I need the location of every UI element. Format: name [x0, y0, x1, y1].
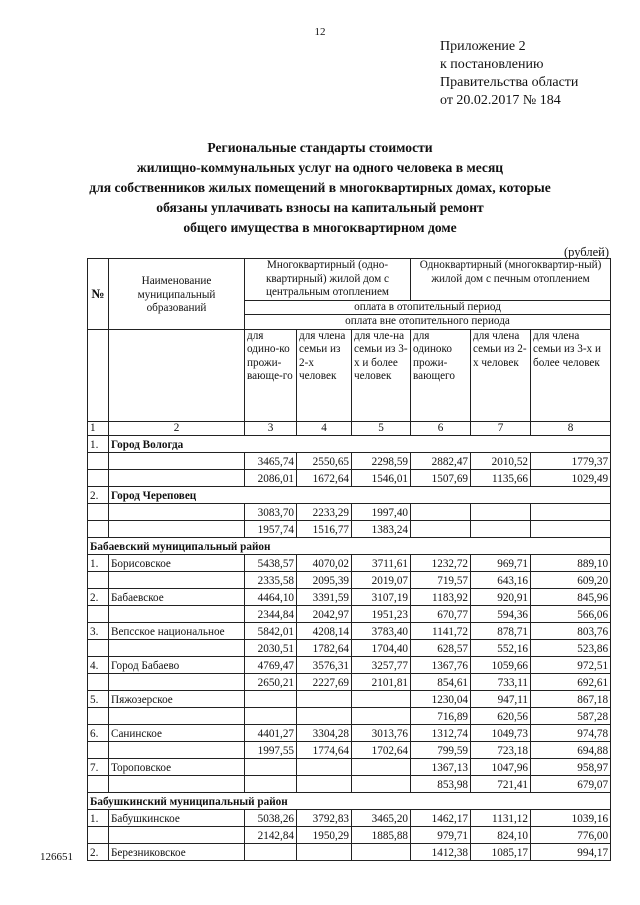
value-cell: 854,61 — [411, 674, 471, 691]
value-cell: 1029,49 — [531, 470, 611, 487]
row-name: Бабушкинское — [109, 810, 245, 827]
header-col7: для члена семьи из 2-х человек — [471, 329, 531, 421]
table-row — [88, 504, 611, 521]
value-cell: 1516,77 — [297, 521, 352, 538]
value-cell: 1704,40 — [352, 640, 411, 657]
value-cell: 1059,66 — [471, 657, 531, 674]
value-cell — [352, 844, 411, 861]
table-row — [88, 657, 611, 674]
col-num-7: 7 — [471, 421, 531, 436]
row-number — [88, 606, 109, 623]
value-cell: 566,06 — [531, 606, 611, 623]
section-title: Бабаевский муниципальный район — [88, 538, 611, 555]
table-row — [88, 810, 611, 827]
units-label: (рублей) — [563, 245, 609, 259]
row-name — [109, 504, 245, 521]
value-cell — [471, 504, 531, 521]
value-cell: 3257,77 — [352, 657, 411, 674]
header-nonheating-period: оплата вне отопительного периода — [245, 315, 611, 330]
table-row — [88, 691, 611, 708]
value-cell: 1367,13 — [411, 759, 471, 776]
value-cell: 2142,84 — [245, 827, 297, 844]
value-cell — [245, 844, 297, 861]
value-cell — [297, 844, 352, 861]
col-num-4: 4 — [297, 421, 352, 436]
value-cell: 2227,69 — [297, 674, 352, 691]
row-number: 2. — [88, 844, 109, 861]
value-cell: 1131,12 — [471, 810, 531, 827]
value-cell — [352, 691, 411, 708]
value-cell: 1183,92 — [411, 589, 471, 606]
value-cell: 2042,97 — [297, 606, 352, 623]
row-number — [88, 504, 109, 521]
appendix-line-1: Приложение 2 — [440, 39, 526, 54]
appendix-line-2: к постановлению — [440, 57, 544, 72]
value-cell: 628,57 — [411, 640, 471, 657]
value-cell: 2335,58 — [245, 572, 297, 589]
header-group-multi: Многоквартирный (одно-квартирный) жилой дом с центральным отоплением — [245, 259, 411, 301]
value-cell: 2019,07 — [352, 572, 411, 589]
value-cell: 3783,40 — [352, 623, 411, 640]
row-name — [109, 606, 245, 623]
row-number: 4. — [88, 657, 109, 674]
table-row — [88, 725, 611, 742]
value-cell: 2233,29 — [297, 504, 352, 521]
value-cell: 620,56 — [471, 708, 531, 725]
row-number — [88, 776, 109, 793]
value-cell: 1141,72 — [411, 623, 471, 640]
row-name — [109, 470, 245, 487]
row-number: 6. — [88, 725, 109, 742]
footer-code: 126651 — [40, 851, 73, 863]
row-name — [109, 453, 245, 470]
col-num-3: 3 — [245, 421, 297, 436]
header-name: Наименование муниципальный образований — [109, 259, 245, 330]
value-cell: 867,18 — [531, 691, 611, 708]
appendix-line-3: Правительства области — [440, 75, 579, 90]
table-row — [88, 640, 611, 657]
title-line-4: обязаны уплачивать взносы на капитальный ремонт — [156, 200, 484, 215]
value-cell — [297, 776, 352, 793]
value-cell: 799,59 — [411, 742, 471, 759]
table-row — [88, 793, 611, 810]
value-cell: 1230,04 — [411, 691, 471, 708]
value-cell: 2030,51 — [245, 640, 297, 657]
value-cell: 1782,64 — [297, 640, 352, 657]
row-name — [109, 708, 245, 725]
value-cell: 1049,73 — [471, 725, 531, 742]
row-number — [88, 521, 109, 538]
value-cell: 692,61 — [531, 674, 611, 691]
table-row — [88, 538, 611, 555]
row-name — [109, 776, 245, 793]
value-cell: 889,10 — [531, 555, 611, 572]
row-number: 2. — [88, 487, 109, 504]
value-cell: 609,20 — [531, 572, 611, 589]
value-cell — [411, 521, 471, 538]
table-row — [88, 674, 611, 691]
value-cell: 1367,76 — [411, 657, 471, 674]
value-cell: 1312,74 — [411, 725, 471, 742]
value-cell — [411, 504, 471, 521]
table-row — [88, 759, 611, 776]
col-num-1: 1 — [88, 421, 109, 436]
col-num-5: 5 — [352, 421, 411, 436]
value-cell — [297, 691, 352, 708]
table-row — [88, 827, 611, 844]
row-number: 5. — [88, 691, 109, 708]
table-row — [88, 708, 611, 725]
value-cell: 845,96 — [531, 589, 611, 606]
value-cell: 1957,74 — [245, 521, 297, 538]
table-row — [88, 776, 611, 793]
value-cell: 2010,52 — [471, 453, 531, 470]
header-col5: для чле-на семьи из 3-х и более человек — [352, 329, 411, 421]
title-line-5: общего имущества в многоквартирном доме — [183, 220, 457, 235]
table-row — [88, 487, 611, 504]
value-cell: 4464,10 — [245, 589, 297, 606]
value-cell: 587,28 — [531, 708, 611, 725]
value-cell: 803,76 — [531, 623, 611, 640]
value-cell: 2344,84 — [245, 606, 297, 623]
value-cell: 3465,20 — [352, 810, 411, 827]
header-num: № — [88, 259, 109, 330]
row-name — [109, 572, 245, 589]
title-line-2: жилищно-коммунальных услуг на одного человека в месяц — [136, 160, 504, 175]
table-body — [88, 436, 611, 861]
table-row — [88, 623, 611, 640]
table-row — [88, 453, 611, 470]
value-cell: 2101,81 — [352, 674, 411, 691]
appendix-line-4: от 20.02.2017 № 184 — [440, 93, 561, 108]
value-cell: 972,51 — [531, 657, 611, 674]
row-name: Санинское — [109, 725, 245, 742]
value-cell: 1702,64 — [352, 742, 411, 759]
value-cell: 979,71 — [411, 827, 471, 844]
value-cell: 969,71 — [471, 555, 531, 572]
value-cell: 2650,21 — [245, 674, 297, 691]
value-cell: 4769,47 — [245, 657, 297, 674]
row-name — [109, 827, 245, 844]
row-number — [88, 674, 109, 691]
appendix-note — [440, 38, 578, 110]
value-cell: 1507,69 — [411, 470, 471, 487]
value-cell — [245, 759, 297, 776]
value-cell — [352, 776, 411, 793]
value-cell: 3465,74 — [245, 453, 297, 470]
value-cell — [297, 708, 352, 725]
row-number — [88, 827, 109, 844]
row-number: 2. — [88, 589, 109, 606]
header-blank-name — [109, 329, 245, 421]
value-cell: 974,78 — [531, 725, 611, 742]
value-cell: 679,07 — [531, 776, 611, 793]
value-cell: 1085,17 — [471, 844, 531, 861]
row-number — [88, 708, 109, 725]
table-row — [88, 436, 611, 453]
header-col6: для одиноко прожи-вающего — [411, 329, 471, 421]
value-cell: 694,88 — [531, 742, 611, 759]
value-cell: 853,98 — [411, 776, 471, 793]
row-number: 1. — [88, 436, 109, 453]
value-cell: 878,71 — [471, 623, 531, 640]
value-cell: 824,10 — [471, 827, 531, 844]
value-cell: 723,18 — [471, 742, 531, 759]
row-name — [109, 640, 245, 657]
value-cell — [352, 759, 411, 776]
document-title — [40, 138, 600, 238]
row-name: Борисовское — [109, 555, 245, 572]
value-cell: 2882,47 — [411, 453, 471, 470]
value-cell: 733,11 — [471, 674, 531, 691]
value-cell — [352, 708, 411, 725]
value-cell: 4070,02 — [297, 555, 352, 572]
page-number: 12 — [314, 26, 326, 38]
value-cell: 1672,64 — [297, 470, 352, 487]
value-cell: 1135,66 — [471, 470, 531, 487]
row-name: Вепсское национальное — [109, 623, 245, 640]
row-number: 3. — [88, 623, 109, 640]
value-cell — [471, 521, 531, 538]
row-number — [88, 742, 109, 759]
value-cell: 3391,59 — [297, 589, 352, 606]
value-cell: 1047,96 — [471, 759, 531, 776]
value-cell: 643,16 — [471, 572, 531, 589]
table-row — [88, 606, 611, 623]
row-name: Город Вологда — [109, 436, 611, 453]
value-cell — [245, 708, 297, 725]
row-name — [109, 742, 245, 759]
value-cell: 1383,24 — [352, 521, 411, 538]
header-col4: для члена семьи из 2-х человек — [297, 329, 352, 421]
value-cell: 3107,19 — [352, 589, 411, 606]
row-number: 1. — [88, 810, 109, 827]
value-cell: 994,17 — [531, 844, 611, 861]
value-cell — [531, 504, 611, 521]
value-cell: 552,16 — [471, 640, 531, 657]
value-cell: 1997,40 — [352, 504, 411, 521]
row-number — [88, 572, 109, 589]
value-cell — [245, 776, 297, 793]
row-number — [88, 640, 109, 657]
value-cell: 3013,76 — [352, 725, 411, 742]
value-cell: 1462,17 — [411, 810, 471, 827]
value-cell: 1774,64 — [297, 742, 352, 759]
value-cell: 5842,01 — [245, 623, 297, 640]
row-number: 7. — [88, 759, 109, 776]
table-row — [88, 572, 611, 589]
value-cell: 3083,70 — [245, 504, 297, 521]
value-cell: 1412,38 — [411, 844, 471, 861]
value-cell: 3711,61 — [352, 555, 411, 572]
value-cell: 716,89 — [411, 708, 471, 725]
col-num-8: 8 — [531, 421, 611, 436]
row-name — [109, 521, 245, 538]
row-number — [88, 470, 109, 487]
section-title: Бабушкинский муниципальный район — [88, 793, 611, 810]
col-num-2: 2 — [109, 421, 245, 436]
value-cell: 3304,28 — [297, 725, 352, 742]
table-row — [88, 470, 611, 487]
table-row — [88, 742, 611, 759]
row-name: Березниковское — [109, 844, 245, 861]
row-name: Город Череповец — [109, 487, 611, 504]
value-cell: 719,57 — [411, 572, 471, 589]
value-cell: 4401,27 — [245, 725, 297, 742]
value-cell — [531, 521, 611, 538]
value-cell: 920,91 — [471, 589, 531, 606]
value-cell: 2095,39 — [297, 572, 352, 589]
value-cell — [297, 759, 352, 776]
title-line-3: для собственников жилых помещений в многоквартирных домах, которые — [89, 180, 551, 195]
value-cell: 1232,72 — [411, 555, 471, 572]
value-cell: 670,77 — [411, 606, 471, 623]
header-blank-num — [88, 329, 109, 421]
value-cell: 2086,01 — [245, 470, 297, 487]
value-cell: 958,97 — [531, 759, 611, 776]
value-cell: 2298,59 — [352, 453, 411, 470]
value-cell: 1779,37 — [531, 453, 611, 470]
value-cell: 721,41 — [471, 776, 531, 793]
title-line-1: Региональные стандарты стоимости — [207, 140, 433, 155]
header-col3: для одино-ко прожи-вающе-го — [245, 329, 297, 421]
row-name: Бабаевское — [109, 589, 245, 606]
row-number: 1. — [88, 555, 109, 572]
value-cell: 5438,57 — [245, 555, 297, 572]
row-name: Тороповское — [109, 759, 245, 776]
table-row — [88, 589, 611, 606]
standards-table — [87, 258, 611, 861]
header-col8: для члена семьи из 3-х и более человек — [531, 329, 611, 421]
value-cell: 1950,29 — [297, 827, 352, 844]
value-cell — [245, 691, 297, 708]
table-row — [88, 844, 611, 861]
value-cell: 5038,26 — [245, 810, 297, 827]
header-heating-period: оплата в отопительный период — [245, 300, 611, 315]
row-name — [109, 674, 245, 691]
header-group-single: Одноквартирный (многоквартир-ный) жилой дом с печным отоплением — [411, 259, 611, 301]
row-number — [88, 453, 109, 470]
value-cell: 1951,23 — [352, 606, 411, 623]
value-cell: 947,11 — [471, 691, 531, 708]
value-cell: 1039,16 — [531, 810, 611, 827]
value-cell: 523,86 — [531, 640, 611, 657]
value-cell: 1546,01 — [352, 470, 411, 487]
value-cell: 776,00 — [531, 827, 611, 844]
value-cell: 3576,31 — [297, 657, 352, 674]
col-num-6: 6 — [411, 421, 471, 436]
value-cell: 1885,88 — [352, 827, 411, 844]
value-cell: 594,36 — [471, 606, 531, 623]
row-name: Город Бабаево — [109, 657, 245, 674]
value-cell: 1997,55 — [245, 742, 297, 759]
table-row — [88, 555, 611, 572]
value-cell: 3792,83 — [297, 810, 352, 827]
table-row — [88, 521, 611, 538]
value-cell: 4208,14 — [297, 623, 352, 640]
row-name: Пяжозерское — [109, 691, 245, 708]
value-cell: 2550,65 — [297, 453, 352, 470]
